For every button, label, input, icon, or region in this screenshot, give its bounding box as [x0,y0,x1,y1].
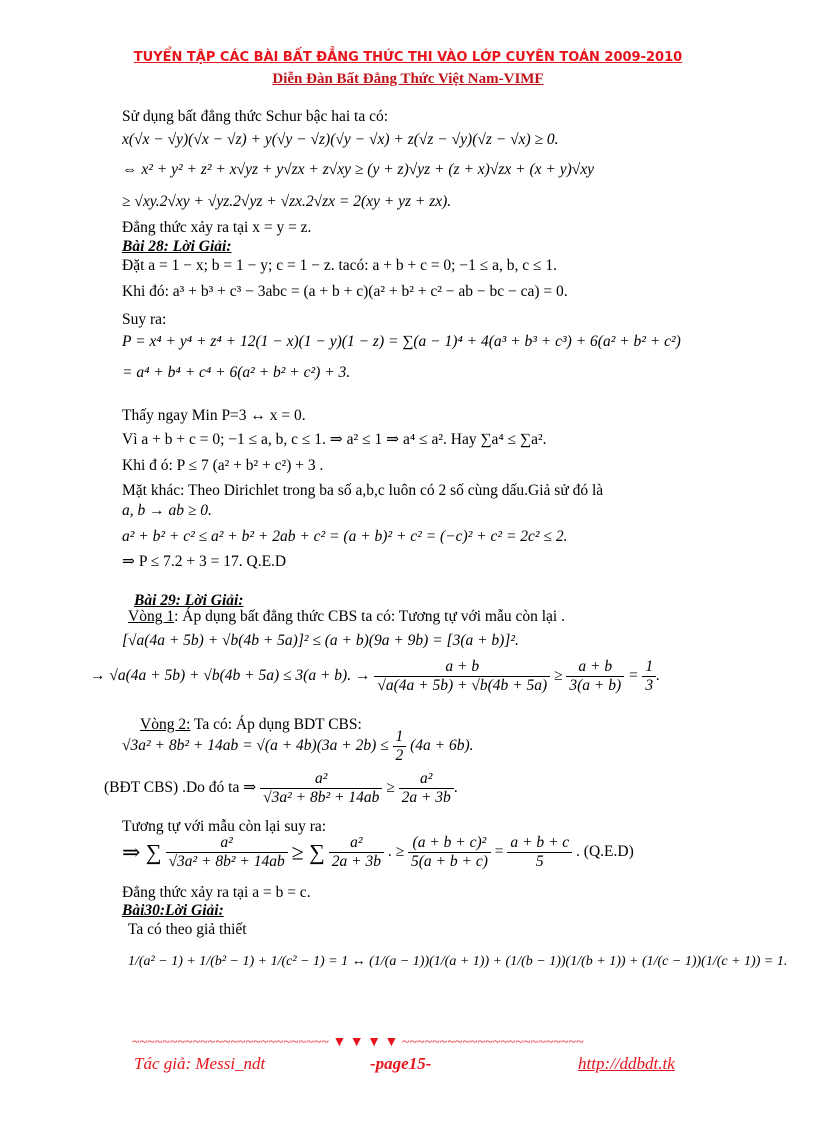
text-line: Khi đ ó: P ≤ 7 (a² + b² + c²) + 3 . [122,457,324,474]
expr: ⇒ ∑ [122,839,162,865]
fraction: $\frac{1}{3}$ [642,658,656,695]
fraction: $\frac{\text{(a + b + c)²}}{5(a + b + c)}$ [408,834,491,871]
footer-link[interactable]: http://ddbdt.tk [578,1054,675,1073]
expr: = [628,667,639,685]
fraction: $\frac{1}{2}$ [393,728,407,765]
math-line: = a⁴ + b⁴ + c⁴ + 6(a² + b² + c²) + 3. [122,364,351,381]
vong1-text: : Áp dụng bất đẳng thức CBS ta có: Tương tự với mẫu còn lại . [174,608,565,625]
section-heading-bai30: Bài30:Lời Giải: [122,902,224,919]
text-line: Vì a + b + c = 0; −1 ≤ a, b, c ≤ 1. ⇒ a² ≤ 1 ⇒ a⁴ ≤ a². Hay ∑a⁴ ≤ ∑a². [122,431,547,448]
fraction: $\frac{a + b}{√a(4a + 5b) + √b(4b + 5a)}$ [374,658,550,695]
text-line: Đẳng thức xảy ra tại x = y = z. [122,219,312,236]
text-line: Thấy ngay Min P=3 ↔ x = 0. [122,407,306,424]
math-line: P = x⁴ + y⁴ + z⁴ + 12(1 − x)(1 − y)(1 − z) = ∑(a − 1)⁴ + 4(a³ + b³ + c³) + 6(a² + b² + c²) [122,333,681,350]
vong2-text: Ta có: Áp dụng BDT CBS: [190,716,362,733]
footer-rule: ~~~~~~~~~~~~~~~~~~~~~~~~~~ ▼ ▼ ▼ ▼ ~~~~~~~~~~~~~~~~~~~~~~~~ [132,1035,584,1050]
math-line: a, b → ab ≥ 0. [122,502,212,519]
fraction: $\frac{\text{a²}}{2a + 3b}$ [399,770,454,807]
text-line: Tương tự với mẫu còn lại suy ra: [122,818,327,835]
math-line: a² + b² + c² ≤ a² + b² + 2ab + c² = (a + b)² + c² = (−c)² + c² = 2c² ≤ 2. [122,528,568,545]
section-heading-bai29: Bài 29: Lời Giải: [134,592,244,609]
text-line: Đặt a = 1 − x; b = 1 − y; c = 1 − z. tacó: a + b + c = 0; −1 ≤ a, b, c ≤ 1. [122,257,558,274]
expr: ≥ ∑ [291,839,325,865]
expr: = [494,843,504,861]
math-line: → √a(4a + 5b) + √b(4b + 5a) ≤ 3(a + b). → $\frac{a + b}{√a(4a + 5b) + √b(4b + 5a)}$ ≥ $\frac{a + b}{3(a + b)}$ = $\frac{1}{3}$ . [90,658,661,694]
text-line: ⇒ P ≤ 7.2 + 3 = 17. Q.E.D [122,553,287,570]
fraction: $\frac{\text{a²}}{\text{√3a² + 8b² + 14ab}}$ [166,834,288,871]
expr: (BĐT CBS) .Do đó ta ⇒ [104,779,257,797]
fraction: $\frac{a + b}{3(a + b)}$ [566,658,624,695]
expr: √3a² + 8b² + 14ab = √(a + 4b)(3a + 2b) ≤ [122,737,389,755]
forum-subtitle: Diễn Đàn Bất Đẳng Thức Việt Nam-VIMF [272,71,544,87]
math-line: 1/(a² − 1) + 1/(b² − 1) + 1/(c² − 1) = 1 ↔ (1/(a − 1))(1/(a + 1)) + (1/(b − 1))(1/(b + 1)) + (1/(c − 1))(1/(c + 1)) = 1. [128,954,788,969]
document-title: TUYỂN TẬP CÁC BÀI BẤT ĐẲNG THỨC THI VÀO LỚP CUYÊN TOÁN 2009-2010 [133,50,683,65]
math-line: (BĐT CBS) .Do đó ta ⇒ $\frac{\text{a²}}{\text{√3a² + 8b² + 14ab}}$ ≥ $\frac{\text{a²}}{2a + 3b}$ . [104,770,458,806]
section-heading-bai28: Bài 28: Lời Giải: [122,238,232,255]
text-line [128,608,565,626]
math-line [122,728,474,765]
text-line: Suy ra: [122,311,167,328]
heart-icon: ▼ ▼ ▼ ▼ [332,1035,399,1050]
math-line: ⇔ x² + y² + z² + x√yz + y√zx + z√xy ≥ (y + z)√yz + (z + x)√zx + (x + y)√xy [122,161,595,178]
footer-page-number: -page15- [370,1054,432,1073]
text-line: Sử dụng bất đẳng thức Schur bậc hai ta có: [122,108,389,125]
text-line: Đẳng thức xảy ra tại a = b = c. [122,884,311,901]
text-line: Ta có theo giả thiết [128,921,247,938]
footer-author: Tác giả: Messi_ndt [134,1054,266,1073]
math-line: x(√x − √y)(√x − √z) + y(√y − √z)(√y − √x) + z(√z − √y)(√z − √x) ≥ 0. [122,131,559,148]
expr: . (Q.E.D) [576,843,634,861]
vong2-label: Vòng 2: [140,716,191,733]
expr: → √a(4a + 5b) + √b(4b + 5a) ≤ 3(a + b). → [90,667,371,685]
expr: (4a + 6b). [410,737,474,755]
fraction: $\frac{a + b + c}{5}$ [507,834,572,871]
text-line: Khi đó: a³ + b³ + c³ − 3abc = (a + b + c)(a² + b² + c² − ab − bc − ca) = 0. [122,283,568,300]
expr: ≥ [554,667,563,685]
vong1-label: Vòng 1 [128,608,175,625]
math-line: ≥ √xy.2√xy + √yz.2√yz + √zx.2√zx = 2(xy + yz + zx). [122,193,452,210]
expr: . ≥ [387,843,405,861]
fraction: $\frac{\text{a²}}{2a + 3b}$ [329,834,384,871]
math-line [122,834,634,871]
fraction: $\frac{\text{a²}}{\text{√3a² + 8b² + 14ab}}$ [260,770,382,807]
expr: ≥ [386,779,395,797]
text-line: Mặt khác: Theo Dirichlet trong ba số a,b,c luôn có 2 số cùng dấu.Giả sử đó là [122,482,604,499]
math-line: [√a(4a + 5b) + √b(4b + 5a)]² ≤ (a + b)(9a + 9b) = [3(a + b)]². [122,632,519,649]
